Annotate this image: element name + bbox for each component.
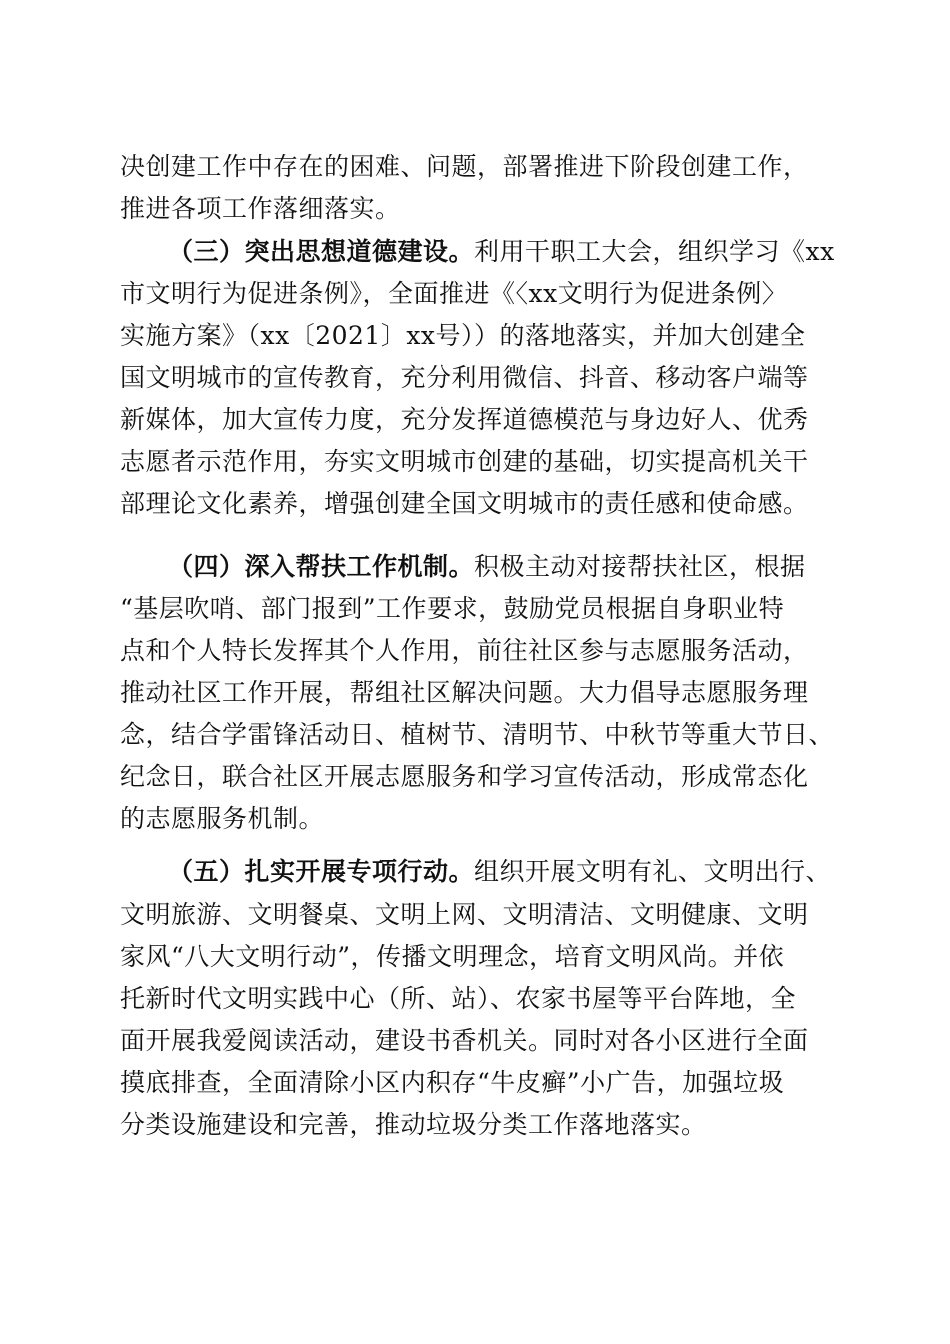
text-line: 新媒体，加大宣传力度，充分发挥道德模范与身边好人、优秀 xyxy=(120,405,809,434)
text-line: 托新时代文明实践中心（所、站）、农家书屋等平台阵地，全 xyxy=(120,984,797,1013)
text-line: 念，结合学雷锋活动日、植树节、清明节、中秋节等重大节日、 xyxy=(120,720,835,749)
text-line xyxy=(168,545,806,588)
text-line: 推动社区工作开展，帮组社区解决问题。大力倡导志愿服务理 xyxy=(120,678,809,707)
section-heading: （五）扎实开展专项行动。 xyxy=(168,857,475,886)
text-line: 决创建工作中存在的困难、问题，部署推进下阶段创建工作， xyxy=(120,152,809,181)
text-line: 家风“八大文明行动”，传播文明理念，培育文明风尚。并依 xyxy=(120,942,785,971)
text-run: 利用干职工大会，组织学习《xx xyxy=(474,237,835,266)
text-line: 的志愿服务机制。 xyxy=(120,804,325,833)
text-line xyxy=(168,850,831,893)
text-run: 积极主动对接帮扶社区，根据 xyxy=(474,552,806,581)
section-heading: （四）深入帮扶工作机制。 xyxy=(168,552,475,581)
section-heading: （三）突出思想道德建设。 xyxy=(168,237,475,266)
text-line: 部理论文化素养，增强创建全国文明城市的责任感和使命感。 xyxy=(120,489,809,518)
text-line: 国文明城市的宣传教育，充分利用微信、抖音、移动客户端等 xyxy=(120,363,809,392)
text-line: 面开展我爱阅读活动，建设书香机关。同时对各小区进行全面 xyxy=(120,1026,809,1055)
text-line: 市文明行为促进条例》，全面推进《〈xx文明行为促进条例〉 xyxy=(120,279,788,308)
text-line: 摸底排查，全面清除小区内积存“牛皮癣”小广告，加强垃圾 xyxy=(120,1068,785,1097)
text-line: 文明旅游、文明餐桌、文明上网、文明清洁、文明健康、文明 xyxy=(120,900,809,929)
text-line xyxy=(168,230,835,273)
text-line: 志愿者示范作用，夯实文明城市创建的基础，切实提高机关干 xyxy=(120,447,809,476)
text-line: 推进各项工作落细落实。 xyxy=(120,194,401,223)
text-line: 点和个人特长发挥其个人作用，前往社区参与志愿服务活动， xyxy=(120,636,809,665)
text-run: 组织开展文明有礼、文明出行、 xyxy=(474,857,832,886)
text-line: 分类设施建设和完善，推动垃圾分类工作落地落实。 xyxy=(120,1110,707,1139)
text-line: 实施方案》（xx〔2021〕xx号））的落地落实，并加大创建全 xyxy=(120,321,806,350)
text-line: 纪念日，联合社区开展志愿服务和学习宣传活动，形成常态化 xyxy=(120,762,809,791)
text-line: “基层吹哨、部门报到”工作要求，鼓励党员根据自身职业特 xyxy=(120,594,785,623)
